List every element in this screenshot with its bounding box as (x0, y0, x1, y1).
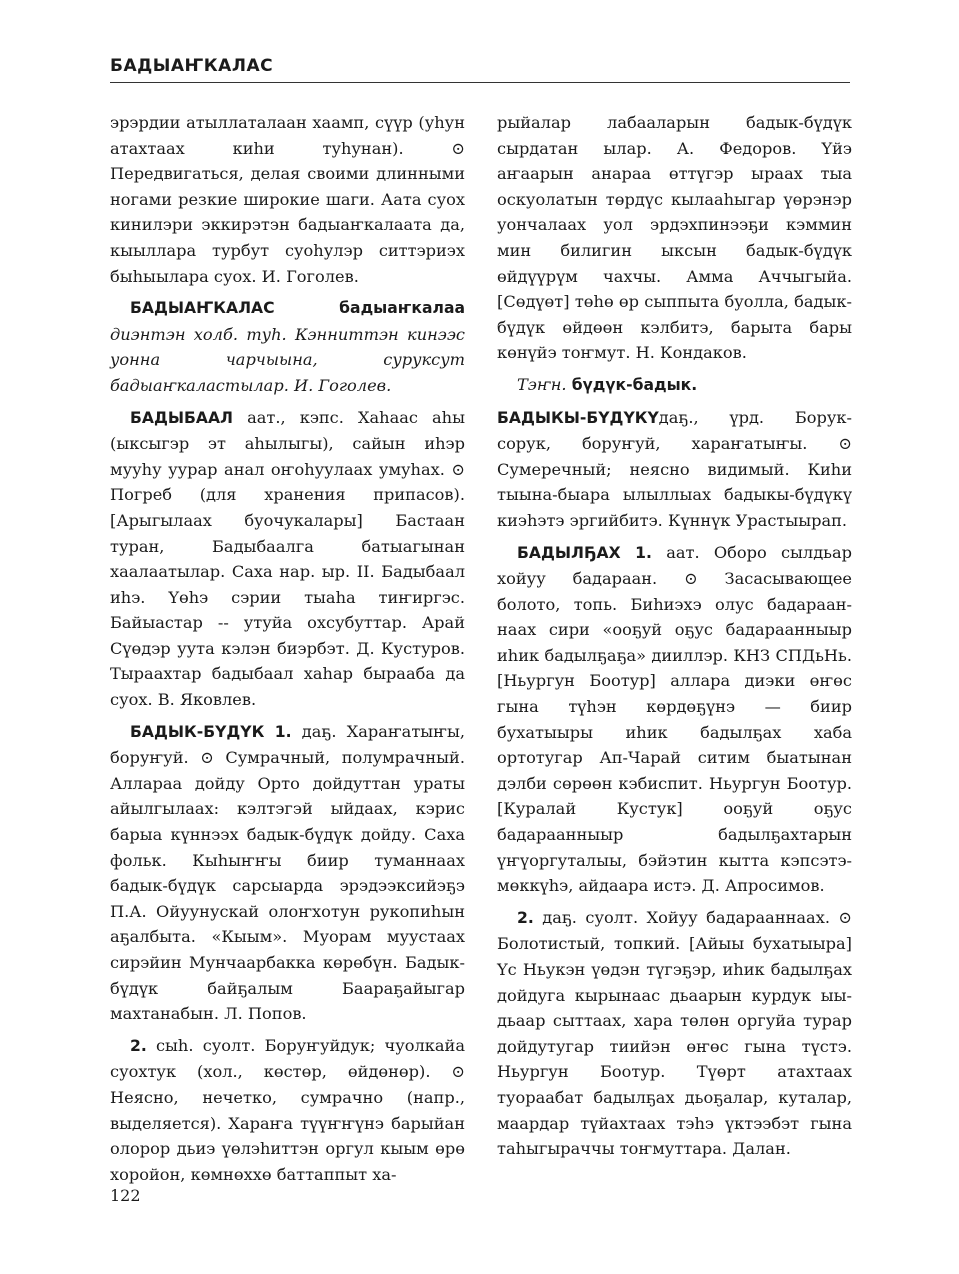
entry-body: даҕ. Хараҥатыҥы, боруҥуй. ⊙ Сумрачный, полумрачный. Аллараа дойду Орто дойдуттан ураты айылгылаах: кэлтэгэй ыйдаах, кэрис барыа күннээх бадык-бүдүк дойду. Саха фольк. Кыһыҥҥы биир туманнаах бадык-бүдүк сарсыарда эрэдээксийэҕэ П.А. Ойуунускай олоҥхотун рукопиһын аҕалбыта. «Кыым». Муорам муустаах сирэйин Мунчаарбакка көрөбүн. Бадык-бүдүк байҕалым Баараҕайыгар махтанабын. Л. Попов. (110, 721, 465, 1024)
page-number: 122 (110, 1186, 141, 1205)
entry-continuation: эрэрдии атыллаталаан хаамп, сүүр (уһун атахтаах киһи туһунан). ⊙ Передвигаться, делая своими длинными ногами резкие широкие шаги. Аата суох кинилэри эккирэтэн бадыаҥкалаата да, кыыллара турбут суоһулэр ситтэриэх быһыылара суох. И. Гоголев. (110, 113, 465, 286)
entry-body: аат., кэпс. Хаһаас аһы (ыксыгэр эт аһылыгы), сайын иһэр мууһу уурар анал оҥоһуулаах умуһах. ⊙ Погреб (для хранения припасов). [Арыгылаах буочукалары] Бастаан туран, Бадыбаалга батыагынан хаалаатылар. Саха нар. ыр. II. Бадыбаал иһэ. Үөһэ сэрии тыаһа тиҥиргэс. Байыастар -- утуйа охсубуттар. Арай Сүөдэр уута кэлэн биэрбэт. Д. Кустуров. Тыраахтар бадыбаал хаһар быраабa да суох. В. Яковлев. (110, 407, 465, 710)
entry-badyangkalas (110, 295, 465, 398)
cross-ref-label: Тэҥн. (517, 374, 567, 394)
entry-body: аат. Оборо сылдьар хойуу бадараан. ⊙ Засасывающее болото, топь. Биһиэхэ олус бадарааннаах сири «ооҕуй оҕус бадараанныыр иһик бадылҕаҕа» дииллэр. КНЗ СПДьНь. [Ньургун Боотур] аллара диэки өҥөс гына түһэн көрдөҕүнэ — биир бухатыыры иһик бадылҕах хаба ортотугар Ап-Чарай ситим быатынан дэлби сөрөөн кэбиспит. Ньургун Боотур. [Куралай Кустук] ооҕуй оҕус бадараанныыр бадылҕахтарын үҥүоргуталыы, бэйэтин кытта кэпсэтэ-мөккүһэ, айдаара истэ. Д. Апросимов. (497, 542, 852, 896)
running-header: БАДЫАҤКАЛАС (110, 56, 274, 76)
entry-body: диэнтэн холб. туһ. Кэнниттэн кинээс уонна чарчыына, суруксут бадыаҥкаластылар. И. Гоголев. (110, 324, 465, 395)
headword: БАДЫАҤКАЛАС (130, 299, 275, 318)
header-rule (110, 82, 850, 83)
entry-badyk-buduk-2 (110, 1033, 465, 1188)
headword: БАДЫК-БҮДҮК 1. (130, 722, 292, 741)
entry-continuation: рыйалар лабааларын бадык-бүдүк сырдатан ылар. А. Федоров. Үйэ аҥаарын анараа өттүгэр ыраах тыа оскуолатын төрдүс кылааһыгар үөрэнэр уончалаах уол эрдэхпинээҕи кэммин мин билигин ыксын бадык-бүдүк өйдүүрүм чахчы. Амма Аччыгыйа. [Сөдүөт] төһө өр сыппыта буолла, бадык-бүдүк өйдөөн кэлбитэ, барыта бары көнүйэ тоҥмут. Н. Кондаков. (497, 113, 852, 363)
headword: БАДЫКЫ-БҮДҮКҮ (497, 408, 659, 427)
headword: БАДЫЛҔАХ 1. (517, 543, 652, 562)
cross-ref-word: бүдүк-бадык. (571, 375, 698, 394)
left-column (110, 110, 465, 1193)
sense-number: 2. (130, 1036, 147, 1055)
entry-body: даҕ. суолт. Хойуу бадарааннаах. ⊙ Болотистый, топкий. [Айыы бухатыыра] Үс Ньукэн үөдэн түгэҕэр, иһик бадылҕах дойдуга кырынаас дьаарын курдук ыы-дьаар сыттаах, хара төлөн оргуйа турар дойдутугар тиийэн өҥөс гына түстэ. Ньургун Боотур. Түөрт атахтаах туораабат бадылҕах дьоҕалар, куталар, маардар түйахтаах тэһэ үктээбэт гына таһыгыраччы тоҥмуттара. Далан. (497, 907, 852, 1159)
headword-ref: бадыаҥкалаа (339, 299, 465, 318)
entry-badylgah-2 (497, 905, 852, 1162)
entry-badylgah-1 (497, 540, 852, 899)
right-column (497, 110, 852, 1168)
entry-badybaal (110, 405, 465, 713)
entry-body: сыһ. суолт. Боруҥуйдук; чуолкайа суохтук (хол., көстөр, өйдөнөр). ⊙ Неясно, нечетко, сумрачно (напр., выделяется). Хараҥа түүҥҥүнэ барыйан олорор дьиэ үөлэһиттэн оргул кыым өрө хоройон, көмнөххө баттаппыт ха- (110, 1035, 465, 1184)
entry-body: даҕ., үрд. Борук-сорук, боруҥуй, хараҥатыҥы. ⊙ Сумеречный; неясно видимый. Киһи тыына-быара ылыллыах бадыкы-бүдүкү киэһэтэ эргийбитэ. Күннүк Урастыырап. (497, 407, 852, 530)
cross-reference (497, 372, 852, 399)
entry-badyky-buduku (497, 405, 852, 534)
entry-badyk-buduk-1 (110, 719, 465, 1027)
headword: БАДЫБААЛ (130, 408, 233, 427)
sense-number: 2. (517, 908, 534, 927)
